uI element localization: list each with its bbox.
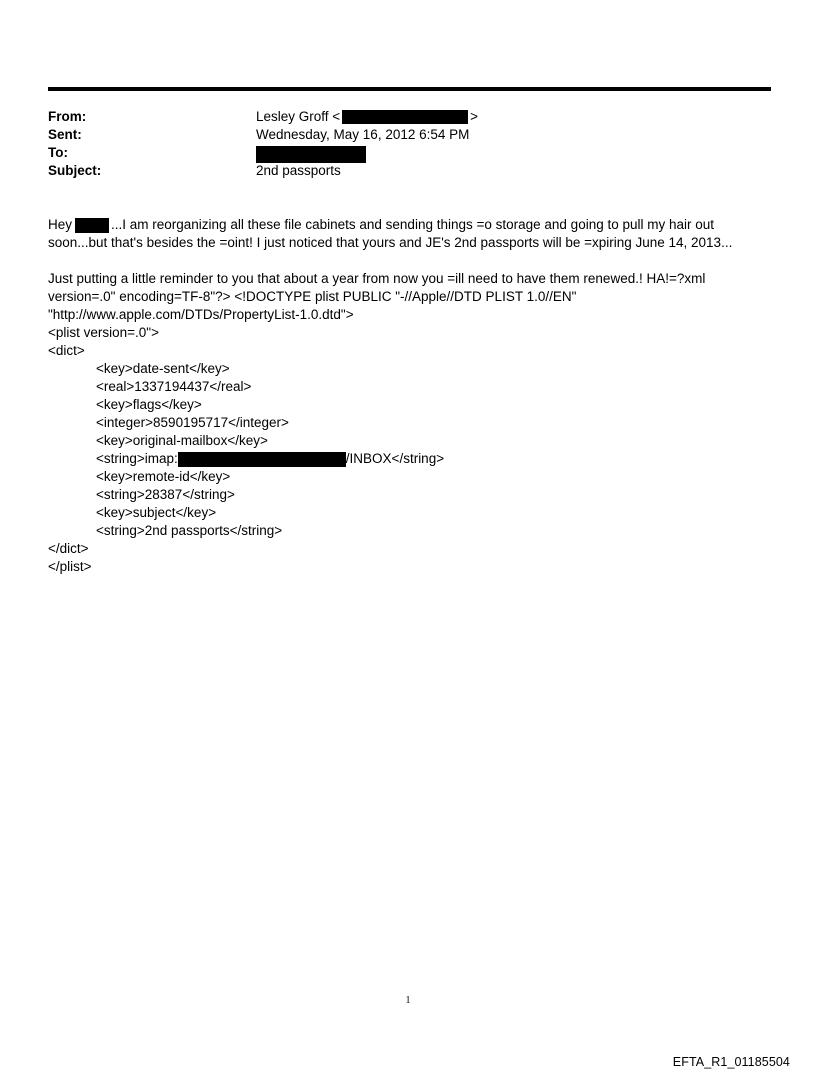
page-number: 1: [405, 995, 411, 1006]
body-line: <plist version=.0">: [48, 325, 159, 340]
from-value: [256, 108, 478, 126]
body-line: "http://www.apple.com/DTDs/PropertyList-1.0.dtd">: [48, 307, 354, 322]
from-label: From:: [48, 109, 87, 124]
body-line: </plist>: [48, 559, 92, 574]
greeting: Hey: [48, 217, 73, 232]
document-id: EFTA_R1_01185504: [672, 1055, 790, 1069]
plist-line: <string>2nd passports</string>: [96, 523, 283, 538]
plist-line: <key>original-mailbox</key>: [96, 433, 268, 448]
to-label: To:: [48, 145, 68, 160]
body-line: [48, 216, 788, 234]
redacted-name: [75, 218, 109, 233]
plist-line: <key>remote-id</key>: [96, 469, 231, 484]
redacted-email-address: [342, 110, 468, 124]
plist-line: <real>1337194437</real>: [96, 379, 252, 394]
imap-end: /INBOX</string>: [345, 451, 445, 466]
paragraph-gap: [48, 252, 788, 270]
redacted-mailbox: [178, 452, 346, 467]
imap-start: <string>imap:: [96, 451, 178, 466]
redacted-recipient: [256, 146, 366, 163]
header-rule: [48, 87, 771, 91]
sent-value: Wednesday, May 16, 2012 6:54 PM: [256, 127, 470, 142]
body-line: </dict>: [48, 541, 89, 556]
body-line: soon...but that's besides the =oint! I just noticed that yours and JE's 2nd passports will be =xpiring June 14, 2013...: [48, 235, 733, 250]
email-header: [48, 108, 748, 180]
to-row: [48, 144, 748, 162]
from-row: [48, 108, 748, 126]
subject-label: Subject:: [48, 163, 102, 178]
to-value: [256, 144, 366, 163]
plist-line: <key>flags</key>: [96, 397, 202, 412]
body-line: version=.0" encoding=TF-8"?> <!DOCTYPE plist PUBLIC "-//Apple//DTD PLIST 1.0//EN": [48, 289, 577, 304]
body-text: ...I am reorganizing all these file cabinets and sending things =o storage and going to pull my hair out: [111, 217, 715, 232]
body-line: <dict>: [48, 343, 85, 358]
sent-row: [48, 126, 748, 144]
subject-row: [48, 162, 748, 180]
from-close: >: [470, 109, 479, 124]
subject-value: 2nd passports: [256, 163, 341, 178]
sent-label: Sent:: [48, 127, 82, 142]
plist-line: <key>date-sent</key>: [96, 361, 230, 376]
plist-line: <integer>8590195717</integer>: [96, 415, 289, 430]
from-name: Lesley Groff <: [256, 109, 341, 124]
body-line: Just putting a little reminder to you that about a year from now you =ill need to have them renewed.! HA!=?xml: [48, 271, 706, 286]
plist-line: <string>28387</string>: [96, 487, 235, 502]
plist-line-imap: [48, 450, 788, 468]
email-body: [48, 216, 788, 576]
plist-line: <key>subject</key>: [96, 505, 217, 520]
